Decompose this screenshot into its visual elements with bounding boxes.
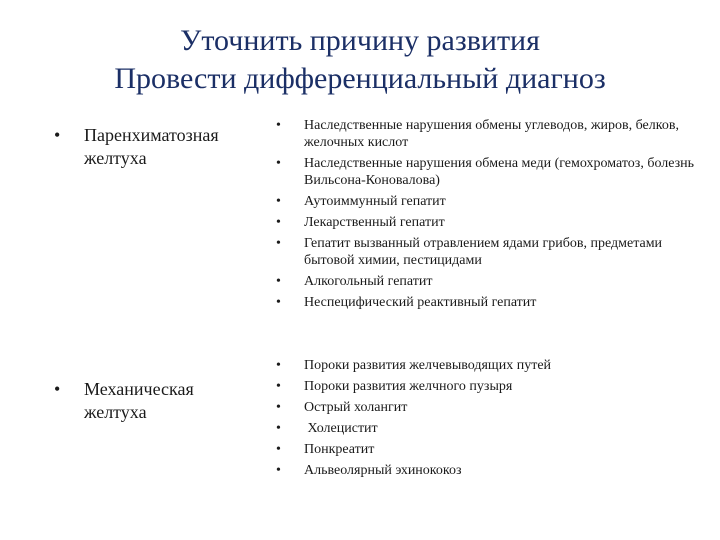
bullet-icon: • [276, 236, 281, 251]
left-bullet-item-mechanical [54, 378, 259, 424]
bullet-icon: • [276, 421, 281, 436]
bullet-icon: • [54, 379, 61, 399]
list-item: • Алкогольный гепатит [270, 273, 700, 290]
bullet-icon: • [54, 125, 61, 145]
list-item: • Острый холангит [270, 399, 700, 416]
list-item: • Наследственные нарушения обмена меди (гемохроматоз, болезнь Вильсона-Коновалова) [270, 155, 700, 189]
bullet-icon: • [276, 442, 281, 457]
list-item: • Неспецифический реактивный гепатит [270, 294, 700, 311]
list-item: • Пороки развития желчевыводящих путей [270, 357, 700, 374]
bullet-icon: • [276, 463, 281, 478]
left-bullet-item-parenchymal [54, 124, 259, 170]
left-label-line-2: желтуха [84, 402, 147, 422]
cause-list-mechanical [270, 357, 700, 483]
cause-list-parenchymal [270, 117, 700, 315]
title-line-1: Уточнить причину развития [180, 24, 540, 57]
list-item: • Наследственные нарушения обмены углеводов, жиров, белков, желочных кислот [270, 117, 700, 151]
list-item: • Пороки развития желчного пузыря [270, 378, 700, 395]
slide-title [0, 22, 720, 98]
list-item: • Лекарственный гепатит [270, 214, 700, 231]
bullet-icon: • [276, 400, 281, 415]
bullet-icon: • [276, 358, 281, 373]
bullet-icon: • [276, 156, 281, 171]
bullet-icon: • [276, 295, 281, 310]
left-label-line-1: Механическая [84, 379, 194, 399]
list-item: • Аутоиммунный гепатит [270, 193, 700, 210]
bullet-icon: • [276, 118, 281, 133]
left-label-line-2: желтуха [84, 148, 147, 168]
bullet-icon: • [276, 274, 281, 289]
bullet-icon: • [276, 194, 281, 209]
left-label-line-1: Паренхиматозная [84, 125, 219, 145]
list-item: • Понкреатит [270, 441, 700, 458]
list-item: • Альвеолярный эхинококоз [270, 462, 700, 479]
list-item: • Гепатит вызванный отравлением ядами грибов, предметами бытовой химии, пестицидами [270, 235, 700, 269]
title-line-2: Провести дифференциальный диагноз [114, 62, 606, 95]
bullet-icon: • [276, 215, 281, 230]
bullet-icon: • [276, 379, 281, 394]
list-item: • Холецистит [270, 420, 700, 437]
